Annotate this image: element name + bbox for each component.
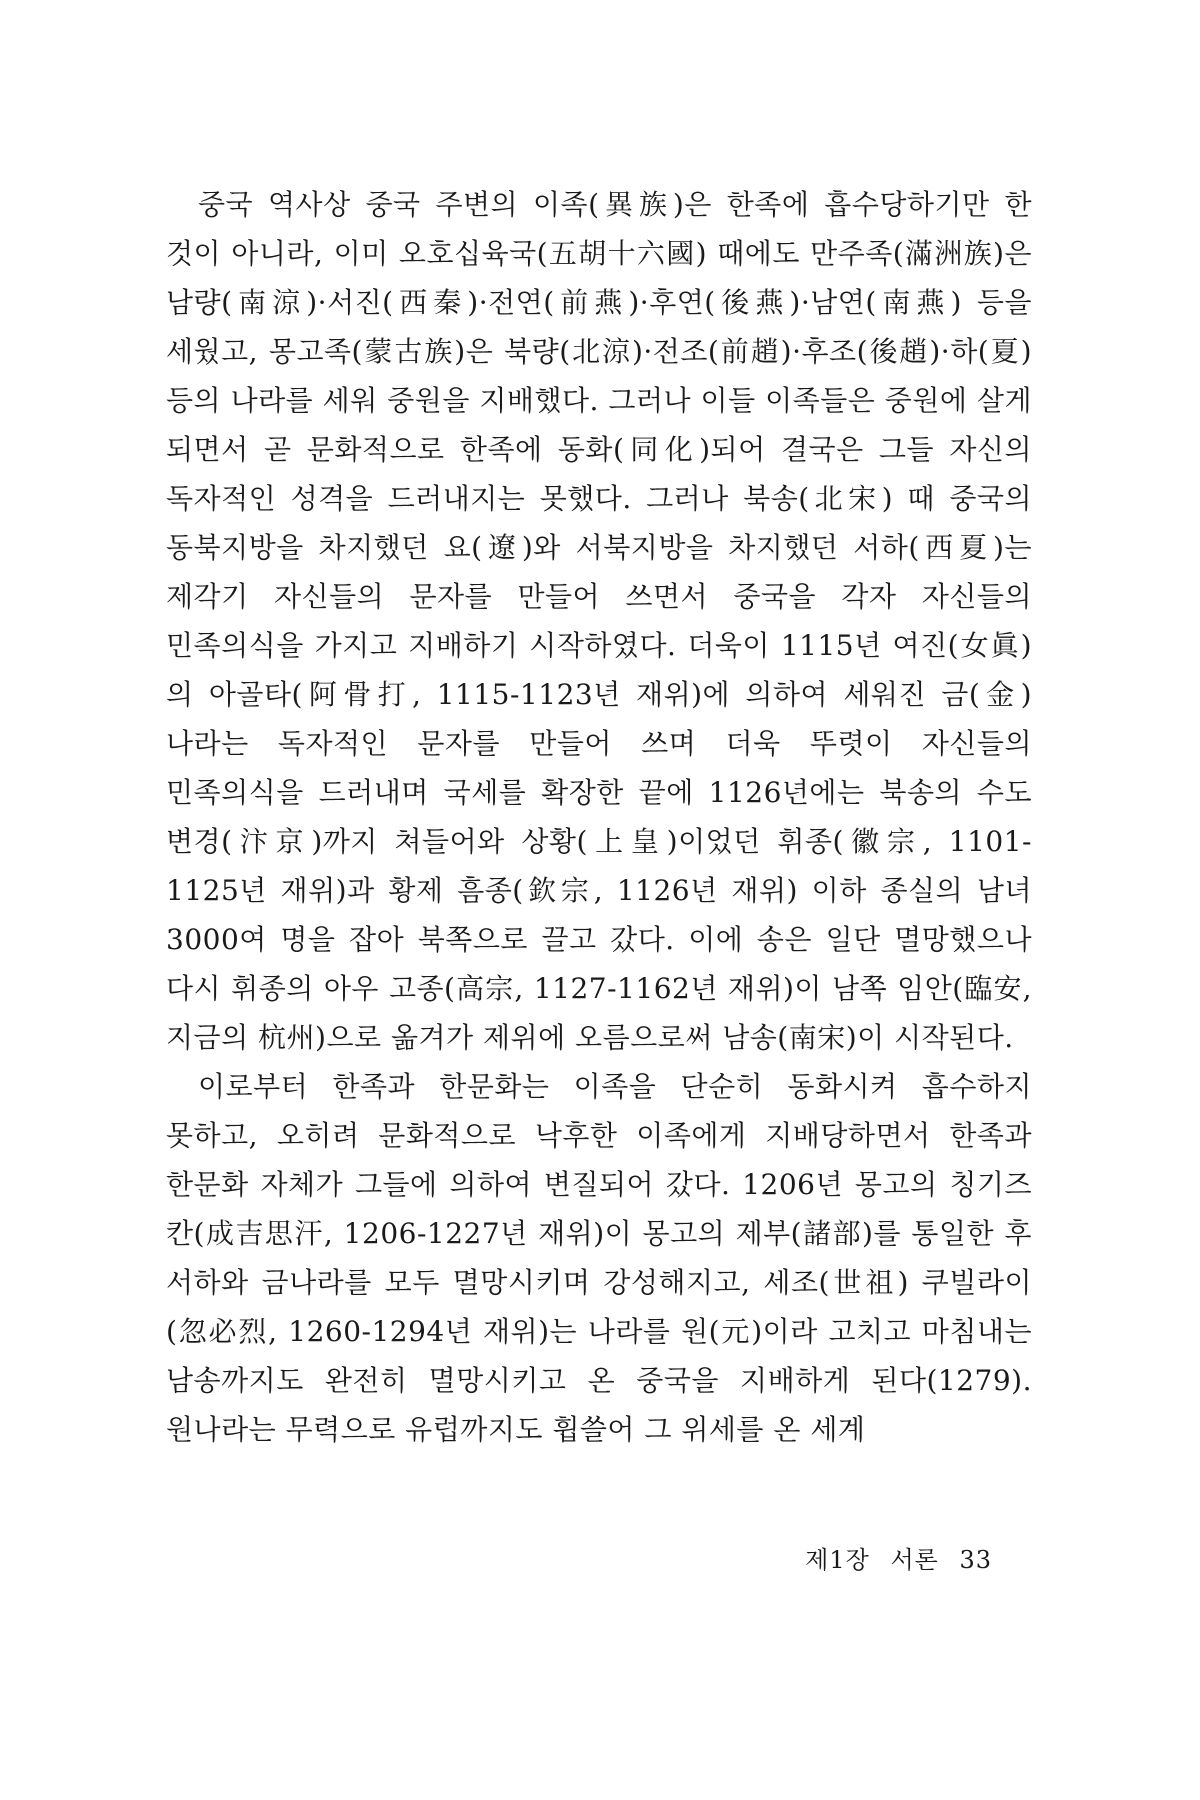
page-number: 33: [959, 1546, 992, 1574]
footer-chapter: 제1장: [805, 1546, 870, 1574]
paragraph-2: 이로부터 한족과 한문화는 이족을 단순히 동화시켜 흡수하지 못하고, 오히려 문화적으로 낙후한 이족에게 지배당하면서 한족과 한문화 자체가 그들에 의하여 변질되어 갔다. 1206년 몽고의 칭기즈 칸(成吉思汗, 1206-1227년 재위)이 몽고의 제부(諸部)를 통일한 후 서하와 금나라를 모두 멸망시키며 강성해지고, 세조(世祖) 쿠빌라이(忽必烈, 1260-1294년 재위)는 나라를 원(元)이라 고치고 마침내는 남송까지도 완전히 멸망시키고 온 중국을 지배하게 된다(1279). 원나라는 무력으로 유럽까지도 휩쓸어 그 위세를 온 세계: [166, 1070, 1032, 1446]
footer-section: 서론: [890, 1546, 939, 1574]
page-footer: [0, 1540, 992, 1575]
body-text: [166, 180, 1032, 1454]
paragraph-1: 중국 역사상 중국 주변의 이족(異族)은 한족에 흡수당하기만 한 것이 아니라, 이미 오호십육국(五胡十六國) 때에도 만주족(滿洲族)은 남량(南涼)·서진(西秦)·전연(前燕)·후연(後燕)·남연(南燕) 등을 세웠고, 몽고족(蒙古族)은 북량(北涼)·전조(前趙)·후조(後趙)·하(夏) 등의 나라를 세워 중원을 지배했다. 그러나 이들 이족들은 중원에 살게 되면서 곧 문화적으로 한족에 동화(同化)되어 결국은 그들 자신의 독자적인 성격을 드러내지는 못했다. 그러나 북송(北宋) 때 중국의 동북지방을 차지했던 요(遼)와 서북지방을 차지했던 서하(西夏)는 제각기 자신들의 문자를 만들어 쓰면서 중국을 각자 자신들의 민족의식을 가지고 지배하기 시작하였다. 더욱이 1115년 여진(女眞)의 아골타(阿骨打, 1115-1123년 재위)에 의하여 세워진 금(金)나라는 독자적인 문자를 만들어 쓰며 더욱 뚜렷이 자신들의 민족의식을 드러내며 국세를 확장한 끝에 1126년에는 북송의 수도 변경(汴京)까지 쳐들어와 상황(上皇)이었던 휘종(徽宗, 1101-1125년 재위)과 황제 흠종(欽宗, 1126년 재위) 이하 종실의 남녀 3000여 명을 잡아 북쪽으로 끌고 갔다. 이에 송은 일단 멸망했으나 다시 휘종의 아우 고종(高宗, 1127-1162년 재위)이 남쪽 임안(臨安, 지금의 杭州)으로 옮겨가 제위에 오름으로써 남송(南宋)이 시작된다.: [166, 188, 1032, 1054]
